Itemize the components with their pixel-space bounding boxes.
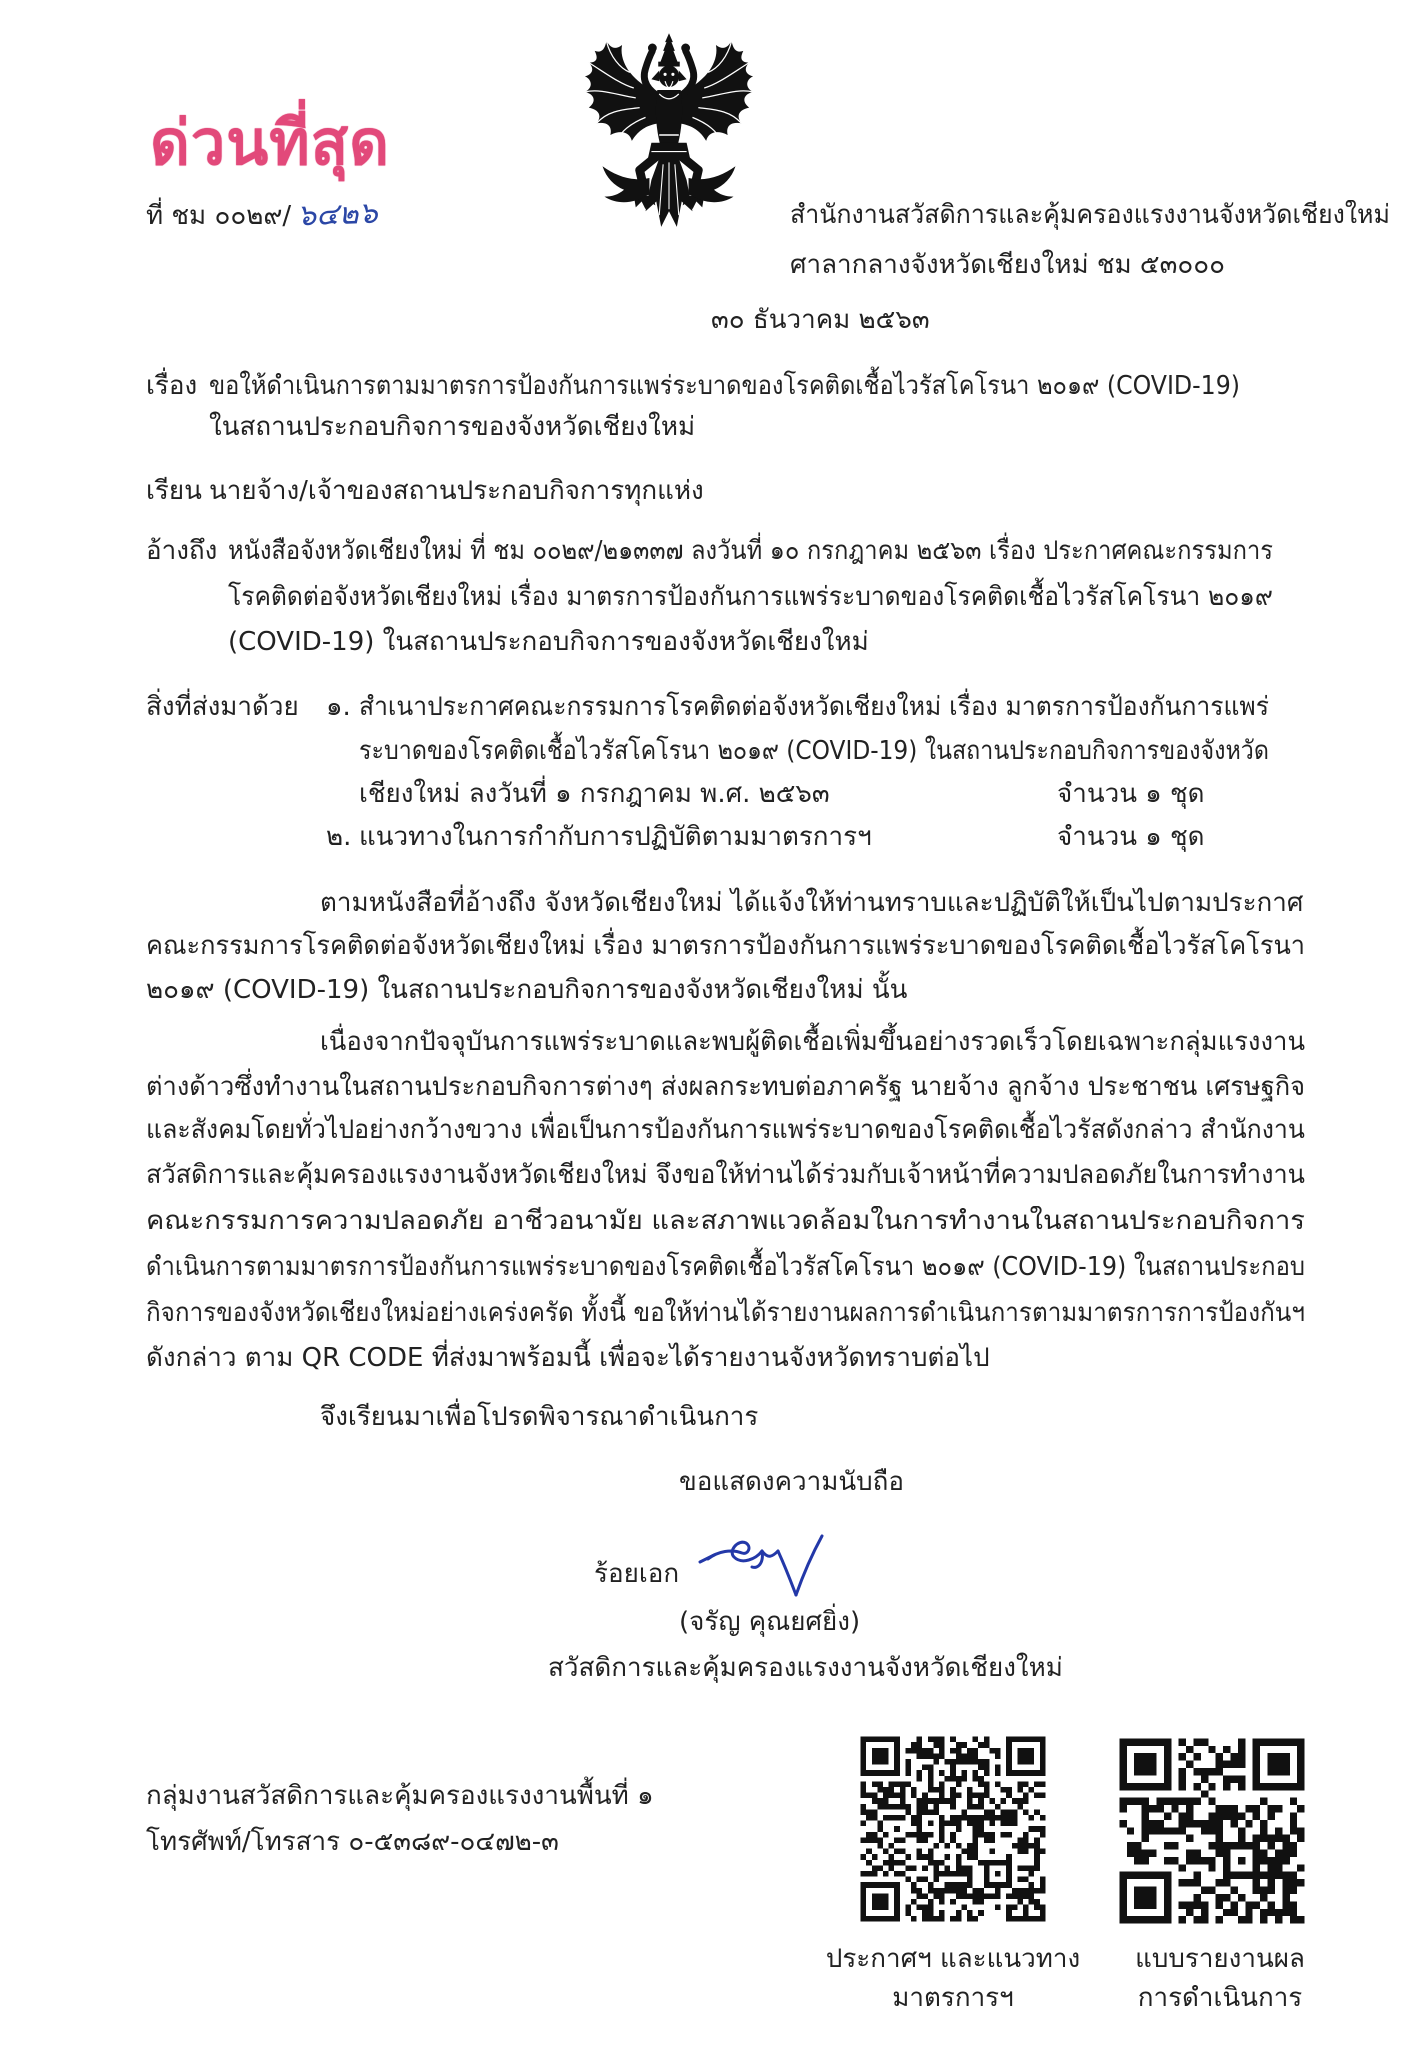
enclosure-line: เชียงใหม่ ลงวันที่ ๑ กรกฎาคม พ.ศ. ๒๕๖๓ (359, 779, 830, 809)
urgency-stamp: ด่วนที่สุด (150, 106, 390, 179)
enclosure-quantity: จำนวน ๑ ชุด (1057, 779, 1205, 809)
reference-number-prefix: ที่ ชม ๐๐๒๙/ (146, 201, 292, 231)
reference-line: โรคติดต่อจังหวัดเชียงใหม่ เรื่อง มาตรการป้องกันการแพร่ระบาดของโรคติดเชื้อไวรัสโคโรนา ๒๐๑๙ (228, 582, 1273, 612)
body-paragraph-2-line: ดำเนินการตามมาตรการป้องกันการแพร่ระบาดของโรคติดเชื้อไวรัสโคโรนา ๒๐๑๙ (COVID-19) ในสถานประกอบ (146, 1252, 1305, 1282)
signer-rank: ร้อยเอก (594, 1559, 680, 1589)
recipient: นายจ้าง/เจ้าของสถานประกอบกิจการทุกแห่ง (209, 476, 704, 506)
garuda-emblem-icon (581, 33, 757, 235)
body-paragraph-2-line: และสังคมโดยทั่วไปอย่างกว้างขวาง เพื่อเป็นการป้องกันการแพร่ระบาดของโรคติดเชื้อไวรัสดังกล่าว สำนักงาน (146, 1115, 1305, 1145)
body-paragraph-2-line: คณะกรรมการความปลอดภัย อาชีวอนามัย และสภาพแวดล้อมในการทำงานในสถานประกอบกิจการ (146, 1206, 1305, 1236)
reference-line: (COVID-19) ในสถานประกอบกิจการของจังหวัดเชียงใหม่ (228, 627, 869, 657)
agency-address: ศาลากลางจังหวัดเชียงใหม่ ชม ๕๓๐๐๐ (790, 250, 1225, 280)
subject-line: ขอให้ดำเนินการตามมาตรการป้องกันการแพร่ระบาดของโรคติดเชื้อไวรัสโคโรนา ๒๐๑๙ (COVID-19) (209, 371, 1241, 401)
subject-line: ในสถานประกอบกิจการของจังหวัดเชียงใหม่ (209, 412, 696, 442)
handwritten-reference-number: ๖๔๒๖ (296, 195, 379, 234)
body-paragraph-2-line: สวัสดิการและคุ้มครองแรงงานจังหวัดเชียงใหม่ จึงขอให้ท่านได้ร่วมกับเจ้าหน้าที่ความปลอดภัยในการทำงาน (146, 1160, 1306, 1190)
qr-caption: แบบรายงานผล (1135, 1944, 1305, 1974)
body-paragraph-2-line: ต่างด้าวซึ่งทำงานในสถานประกอบกิจการต่างๆ ส่งผลกระทบต่อภาครัฐ นายจ้าง ลูกจ้าง ประชาชน เศรษฐกิจ (146, 1072, 1306, 1102)
body-paragraph-2-line: กิจการของจังหวัดเชียงใหม่อย่างเคร่งครัด ทั้งนี้ ขอให้ท่านได้รายงานผลการดำเนินการตามมาตรการการป้องกันฯ (146, 1298, 1305, 1328)
qr-caption: การดำเนินการ (1137, 1983, 1303, 2013)
complimentary-close: ขอแสดงความนับถือ (679, 1467, 904, 1497)
qr-caption: มาตรการฯ (892, 1983, 1014, 2013)
footer-phone-fax: โทรศัพท์/โทรสาร ๐-๕๓๘๙-๐๔๗๒-๓ (146, 1827, 559, 1857)
reference-line: หนังสือจังหวัดเชียงใหม่ ที่ ชม ๐๐๒๙/๒๑๓๓๗ ลงวันที่ ๑๐ กรกฎาคม ๒๕๖๓ เรื่อง ประกาศคณะกรรมการ (228, 536, 1274, 566)
agency-name: สำนักงานสวัสดิการและคุ้มครองแรงงานจังหวัดเชียงใหม่ (790, 200, 1391, 230)
enclosure-quantity: จำนวน ๑ ชุด (1057, 822, 1205, 852)
qr-code-report-form (1112, 1731, 1312, 1931)
signer-name: (จรัญ คุณยศยิ่ง) (679, 1607, 861, 1637)
reference-label: อ้างถึง (146, 536, 218, 566)
closing-request: จึงเรียนมาเพื่อโปรดพิจารณาดำเนินการ (320, 1402, 759, 1432)
qr-code-announcement (855, 1731, 1051, 1927)
footer-department: กลุ่มงานสวัสดิการและคุ้มครองแรงงานพื้นที่ ๑ (146, 1781, 654, 1811)
enclosure-line: สำเนาประกาศคณะกรรมการโรคติดต่อจังหวัดเชียงใหม่ เรื่อง มาตรการป้องกันการแพร่ (359, 692, 1269, 722)
body-paragraph-1-line: ตามหนังสือที่อ้างถึง จังหวัดเชียงใหม่ ได้แจ้งให้ท่านทราบและปฏิบัติให้เป็นไปตามประกาศ (320, 888, 1304, 918)
enclosure-number: ๑. (326, 692, 351, 722)
body-paragraph-2-line: เนื่องจากปัจจุบันการแพร่ระบาดและพบผู้ติดเชื้อเพิ่มขึ้นอย่างรวดเร็วโดยเฉพาะกลุ่มแรงงาน (320, 1027, 1306, 1057)
body-paragraph-1-line: คณะกรรมการโรคติดต่อจังหวัดเชียงใหม่ เรื่อง มาตรการป้องกันการแพร่ระบาดของโรคติดเชื้อไวรัสโคโรนา (146, 931, 1306, 961)
letter-date: ๓๐ ธันวาคม ๒๕๖๓ (711, 305, 930, 335)
subject-label: เรื่อง (146, 371, 198, 401)
reference-number (146, 197, 466, 233)
enclosure-number: ๒. (326, 822, 352, 852)
signer-position: สวัสดิการและคุ้มครองแรงงานจังหวัดเชียงใหม่ (548, 1653, 1063, 1683)
body-paragraph-1-line: ๒๐๑๙ (COVID-19) ในสถานประกอบกิจการของจังหวัดเชียงใหม่ นั้น (146, 975, 908, 1005)
enclosure-line: ระบาดของโรคติดเชื้อไวรัสโคโรนา ๒๐๑๙ (COVID-19) ในสถานประกอบกิจการของจังหวัด (359, 736, 1269, 766)
body-paragraph-2-line: ดังกล่าว ตาม QR CODE ที่ส่งมาพร้อมนี้ เพื่อจะได้รายงานจังหวัดทราบต่อไป (146, 1343, 990, 1373)
enclosure-line: แนวทางในการกำกับการปฏิบัติตามมาตรการฯ (359, 822, 872, 852)
enclosures-label: สิ่งที่ส่งมาด้วย (146, 692, 299, 722)
qr-caption: ประกาศฯ และแนวทาง (825, 1944, 1081, 1974)
recipient-label: เรียน (146, 476, 202, 506)
handwritten-signature (698, 1528, 828, 1600)
